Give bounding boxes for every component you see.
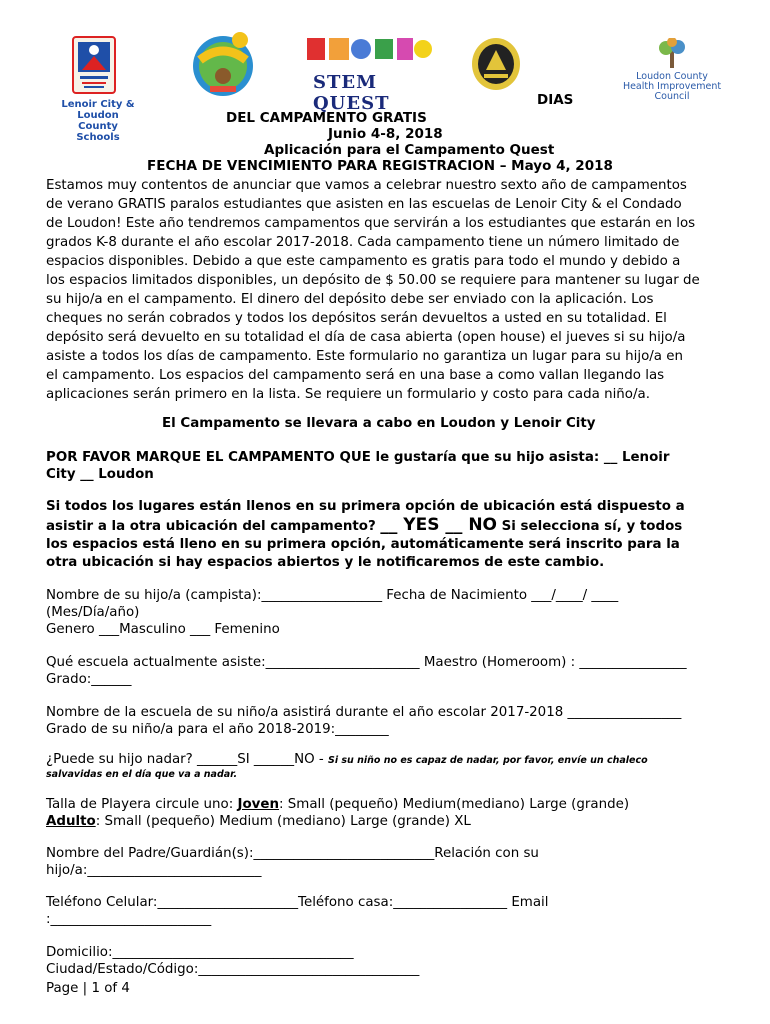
schools-label: Lenoir City & Loudon County Schools xyxy=(61,99,135,143)
current-school-field[interactable]: Qué escuela actualmente asiste:_______________________ Maestro (Homeroom) : ________________ xyxy=(46,655,687,670)
stem-quest-logo xyxy=(305,36,435,114)
page-number: Page | 1 of 4 xyxy=(46,981,130,996)
shirt-size-youth[interactable]: Talla de Playera circule uno: Joven: Small (pequeño) Medium(mediano) Large (grande) xyxy=(46,797,630,812)
health-council-line1: Loudon County xyxy=(636,71,708,82)
date-format-label: (Mes/Día/año) xyxy=(46,605,140,620)
dias-label: DIAS xyxy=(537,92,574,108)
stem-quest-text: STEM QUEST xyxy=(313,72,390,114)
swim-field[interactable]: ¿Puede su hijo nadar? ______SI ______NO - Si su niño no es capaz de nadar, por favor, envíe un chaleco xyxy=(46,752,648,767)
full-option-question: Si todos los lugares están llenos en su primera opción de ubicación está dispuesto a asistir a la otra ubicación del campamento? __ YES __ NO Si selecciona sí, y todos los espacios está lleno en su primera opción, automáticamente será inscrito para la otra ubicación si hay espacios abiertos y le notificaremos de este cambio. xyxy=(46,499,685,570)
email-field[interactable]: :________________________ xyxy=(46,912,212,927)
relationship-field[interactable]: hijo/a:__________________________ xyxy=(46,863,262,878)
child-name-field[interactable]: Nombre de su hijo/a (campista):__________________ Fecha de Nacimiento ___/____/ ____ xyxy=(46,588,619,603)
mark-camp-question: POR FAVOR MARQUE EL CAMPAMENTO QUE le gustaría que su hijo asista: __ Lenoir City __ Loudon xyxy=(46,450,670,482)
lenoir-loudon-schools-logo xyxy=(72,36,116,94)
quest-shield-logo xyxy=(470,36,522,92)
grade-field[interactable]: Grado:______ xyxy=(46,672,132,687)
next-grade-field[interactable]: Grado de su niño/a para el año 2018-2019:________ xyxy=(46,722,389,737)
health-council-logo xyxy=(622,38,722,104)
next-school-field[interactable]: Nombre de la escuela de su niño/a asistirá durante el año escolar 2017-2018 _________________ xyxy=(46,705,682,720)
city-state-zip-field[interactable]: Ciudad/Estado/Código:_________________________________ xyxy=(46,962,420,977)
title-line-3: Aplicación para el Campamento Quest xyxy=(264,142,555,158)
title-line-2: Junio 4-8, 2018 xyxy=(328,126,443,142)
adventure-quest-logo xyxy=(190,30,256,98)
location-heading: El Campamento se llevara a cabo en Loudon y Lenoir City xyxy=(162,416,596,431)
swim-note: salvavidas en el día que va a nadar. xyxy=(46,769,238,780)
title-line-1: DEL CAMPAMENTO GRATIS xyxy=(226,110,427,126)
gender-field[interactable]: Genero ___Masculino ___ Femenino xyxy=(46,622,280,637)
intro-paragraph: Estamos muy contentos de anunciar que vamos a celebrar nuestro sexto año de campamentos de verano GRATIS paralos estudiantes que asisten en las escuelas de Lenoir City & el Condado de Loudon! Este año tendremos campamentos que servirán a los estudiantes que estarán en los grados K-8 durante el año escolar 2017-2018. Cada campamento tiene un número limitado de espacios disponibles. Debido a que este campamento es gratis para todo el mundo y debido a los espacios limitados disponibles, un depósito de $ 50.00 se requiere para mantener su lugar de su hijo/a en el campamento. El dinero del depósito debe ser enviado con la aplicación. Los cheques no serán cobrados y todos los depósitos serán devueltos a usted en su totalidad. El depósito será devuelto en su totalidad el día de casa abierta (open house) el jueves si su hijo/a asiste a todos los días de campamento. Este formulario no garantiza un lugar para su hijo/a en el campamento. Los espacios del campamento será en una base a como vallan llegando las aplicaciones serán primero en la lista. Se requiere un formulario y costo para cada niño/a. xyxy=(46,178,700,402)
health-council-line3: Council xyxy=(654,91,690,102)
health-council-line2: Health Improvement xyxy=(622,81,722,92)
yes-no-choice[interactable]: __ YES __ NO xyxy=(380,515,497,535)
parent-name-field[interactable]: Nombre del Padre/Guardián(s):___________________________Relación con su xyxy=(46,846,539,861)
deadline-title: FECHA DE VENCIMIENTO PARA REGISTRACION – Mayo 4, 2018 xyxy=(147,158,613,174)
shirt-size-adult[interactable]: Adulto: Small (pequeño) Medium (mediano) Large (grande) XL xyxy=(46,814,471,829)
address-field[interactable]: Domicilio:____________________________________ xyxy=(46,945,354,960)
phone-field[interactable]: Teléfono Celular:_____________________Teléfono casa:_________________ Email xyxy=(46,895,549,910)
